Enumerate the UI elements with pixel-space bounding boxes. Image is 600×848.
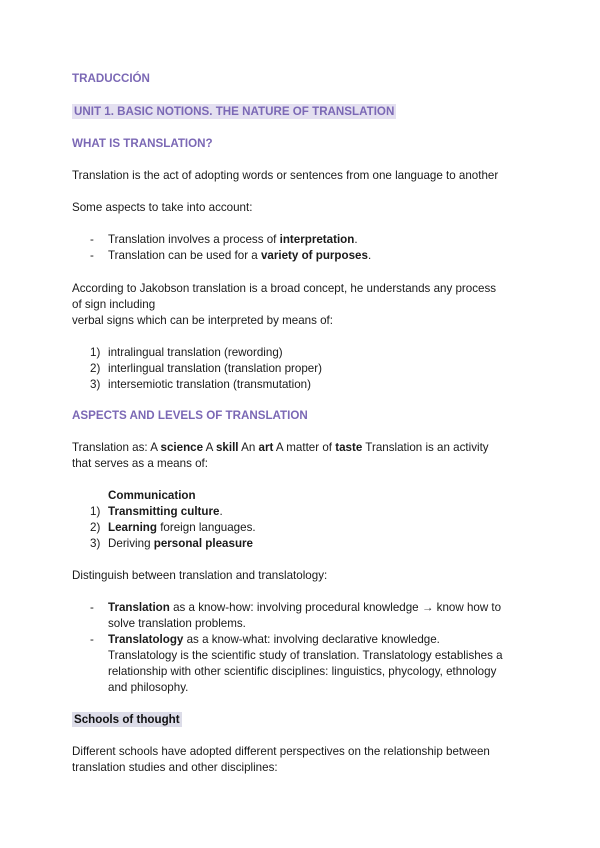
list-item-text: Translation involves a process of interpretation.	[108, 233, 358, 246]
translation-definition: Translation is the act of adopting words or sentences from one language to another	[72, 169, 499, 182]
aspects-intro: Some aspects to take into account:	[72, 201, 253, 214]
document-title: TRADUCCIÓN	[72, 72, 150, 85]
jakobson-paragraph: According to Jakobson translation is a broad concept, he understands any process of sign including verbal signs which can be interpreted by means of:	[72, 282, 497, 327]
list-bullet: -	[90, 233, 94, 246]
translation-as-paragraph: Translation as: A science A skill An art A matter of taste Translation is an activity that serves as a means of:	[72, 441, 489, 470]
schools-heading-text: Schools of thought	[74, 713, 180, 726]
section-heading-aspects-levels: ASPECTS AND LEVELS OF TRANSLATION	[72, 409, 308, 422]
list-item-text: Translation can be used for a variety of purposes.	[108, 249, 372, 262]
schools-heading	[72, 712, 182, 728]
unit-heading	[72, 104, 396, 120]
unit-heading-text: UNIT 1. BASIC NOTIONS. THE NATURE OF TRANSLATION	[74, 105, 395, 118]
document-page: TRADUCCIÓN UNIT 1. BASIC NOTIONS. THE NATURE OF TRANSLATION WHAT IS TRANSLATION? Translation is the act of adopting words or sentences from one language to another Some aspects to take into account: - Translation involves a process of interpretation. - Translation can be used for a variety of purposes. According to Jakobson translation is a broad concept, he understands any process of sign including verbal signs which can be interpreted by means of: 1) intralingual translation (rewording) 2) interlingual translation (translation proper) 3) intersemiotic translation (transmutation) ASPECTS AND LEVELS OF TRANSLATION Translation as: A science A skill An art A matter of taste Translation is an activity that serves as a means of: Communication 1) Transmitting culture. 2) Learning foreign languages. 3) Deriving personal pleasure Distinguish between translation and translatology: - Translation as a know-how: involving procedural knowledge → know how to solve translation problems. - Translatology as a know-what: involving declarative knowledge. Translatology is the scientific study of translation. Translatology establishes a relationship with other scientific disciplines: linguistics, phycology, ethnology and philosophy. Schools of thought Different schools have adopted different perspectives on the relationship between translation studies and other disciplines:	[72, 72, 503, 774]
section-heading-what-is-translation: WHAT IS TRANSLATION?	[72, 137, 213, 150]
distinguish-intro: Distinguish between translation and translatology:	[72, 569, 328, 582]
list-bullet: -	[90, 249, 94, 262]
communication-label: Communication	[108, 489, 196, 502]
schools-paragraph: Different schools have adopted different perspectives on the relationship between translation studies and other disciplines:	[72, 745, 490, 774]
